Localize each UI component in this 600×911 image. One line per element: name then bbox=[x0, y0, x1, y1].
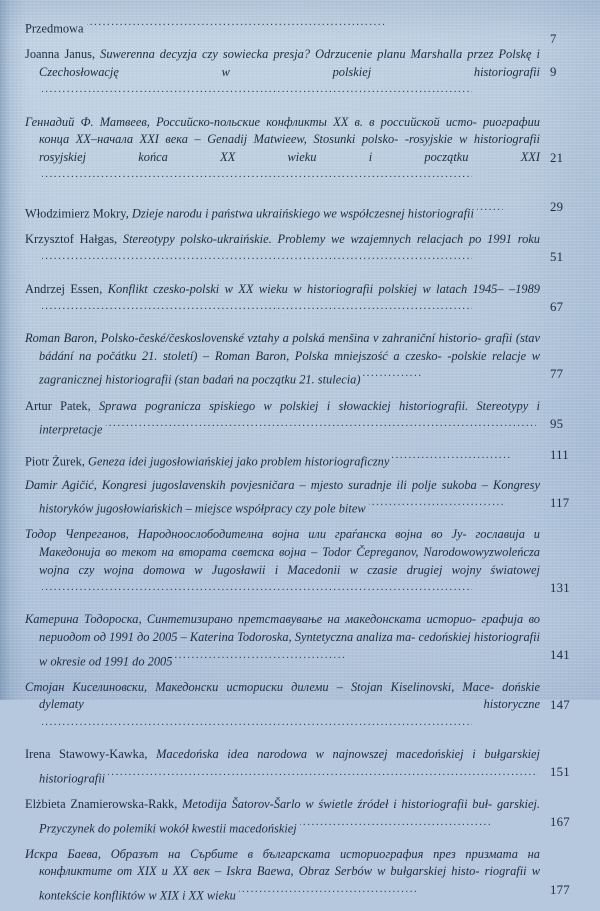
entry-line-1: Геннадий Ф. Матвеев, Российско-польские конфликты XX в. в российской исто- bbox=[25, 114, 477, 129]
entry-title-line2: –1989 bbox=[509, 281, 540, 296]
dot-leader bbox=[42, 166, 472, 184]
entry-line-2: гославија и Македонија во текот на втората светска војна – Todor Čepreganov, bbox=[39, 527, 540, 559]
dot-leader bbox=[42, 298, 472, 316]
entry-author: Piotr Żurek, bbox=[25, 455, 85, 470]
entry-title-line2: Polskę i Czechosłowację w polskiej historiografii bbox=[39, 47, 540, 79]
page-number: 177 bbox=[550, 882, 570, 897]
entry-line-2: dońskie dylematy historyczne bbox=[39, 679, 540, 712]
dot-leader bbox=[42, 248, 472, 266]
toc-entry-baewa[interactable] bbox=[0, 846, 600, 905]
page-number: 9 bbox=[550, 65, 557, 80]
page-number: 95 bbox=[550, 416, 564, 431]
entry-title-line1: Konflikt czesko-polski w XX wieku w historiografii polskiej w latach 1945– bbox=[107, 281, 504, 296]
toc-entry-janus[interactable] bbox=[0, 46, 600, 105]
entry-line-1: Стојан Киселиновски, Македонски историски дилеми – Stojan Kiselinovski, Mace- bbox=[25, 679, 495, 694]
dot-leader bbox=[42, 714, 472, 732]
entry-line-2: grafii (stav bádání na počátku 21. století) – Roman Baron, Polska mniejszość a czesko- bbox=[39, 331, 540, 363]
entry-line-1: Damir Agičić, Kongresi jugoslavenskih povjesničara – mjesto suradnje ili polje sukoba – bbox=[25, 477, 488, 492]
entry-line-4: drugiej wojny światowej bbox=[406, 562, 540, 577]
page-number: 147 bbox=[550, 697, 570, 712]
entry-line-3: cedońskiej historiografii w okresie od 1991 do 2005 bbox=[39, 629, 540, 669]
page-number: 151 bbox=[550, 765, 570, 780]
entry-author: Joanna Janus, bbox=[25, 47, 96, 62]
entry-author: Krzysztof Hałgas, bbox=[25, 231, 118, 246]
entry-line-1: Катерина Тодороска, Синтетизирано претставување на македонската историо- bbox=[25, 612, 477, 627]
entry-line-1: Тодор Чепреганов, Народноослободителна војна или граѓанска војна во Ју- bbox=[25, 527, 467, 542]
page-number: 117 bbox=[550, 495, 570, 510]
page-number: 141 bbox=[550, 648, 570, 663]
entry-line-3: -polskie relacje w zagranicznej historiografii (stan badań na początku 21. stulecia) bbox=[39, 348, 540, 388]
toc-entry-baron[interactable] bbox=[0, 330, 600, 389]
toc-entry-essen[interactable] bbox=[0, 281, 600, 323]
entry-title-line2: historiografii bbox=[39, 771, 106, 786]
toc-entry-cepreganov[interactable] bbox=[0, 526, 600, 603]
page-number: 111 bbox=[550, 448, 569, 463]
entry-title-line2: i interpretacje bbox=[39, 398, 540, 437]
entry-title-line1: Suwerenna decyzja czy sowiecka presja? Odrzucenie planu Marshalla przez bbox=[100, 47, 494, 62]
toc-entry-przedmowa[interactable] bbox=[0, 14, 600, 46]
page-number: 131 bbox=[550, 581, 570, 596]
dot-leader bbox=[42, 579, 472, 597]
entry-line-2: на конфликтите от XIX и XX век – Iskra Baewa, Obraz Serbów w bułgarskiej histo- bbox=[39, 846, 540, 879]
toc-entry-znamierowska-rakk[interactable] bbox=[0, 796, 600, 838]
dot-leader bbox=[369, 494, 504, 512]
page-number: 77 bbox=[550, 367, 564, 382]
entry-author: Włodzimierz Mokry, bbox=[25, 206, 129, 221]
entry-line-1: Roman Baron, Polsko-české/československé vztahy a polská menšina v zahraniční historio- bbox=[25, 331, 482, 346]
entry-author: Artur Patek, bbox=[25, 398, 91, 413]
page-number: 67 bbox=[550, 299, 564, 314]
entry-title-line1: Metodija Šatorov-Šarlo w świetle źródeł i historiografii buł- bbox=[182, 796, 493, 811]
page-number: 7 bbox=[550, 32, 557, 46]
toc-entry-mokry[interactable] bbox=[0, 199, 600, 223]
page-number: 51 bbox=[550, 249, 564, 264]
dot-leader bbox=[106, 415, 536, 433]
entry-line-2: риографии конца XX–начала XXI века – Genadij Matwieew, Stosunki polsko- bbox=[39, 114, 540, 147]
entry-line-3: riografii w kontekście konfliktów w XIX i XX wieku bbox=[39, 864, 540, 903]
toc-entry-patek[interactable] bbox=[0, 398, 600, 440]
dot-leader bbox=[239, 881, 419, 899]
entry-line-2: графија во периодот од 1991 до 2005 – Katerina Todoroska, Syntetyczna analiza ma- bbox=[39, 612, 540, 644]
entry-author: Andrzej Essen, bbox=[25, 281, 103, 296]
entry-title: Geneza idei jugosłowiańskiej jako problem historiograficzny bbox=[88, 455, 390, 470]
toc-entry-kiselinovski[interactable] bbox=[0, 679, 600, 738]
dot-leader bbox=[42, 81, 472, 99]
entry-title-line2: garskiej. Przyczynek do polemiki wokół kwestii macedońskiej bbox=[39, 796, 540, 836]
toc-entry-zurek[interactable] bbox=[0, 447, 600, 471]
toc-entry-agicic[interactable] bbox=[0, 477, 600, 519]
entry-title-line2: roku bbox=[517, 231, 540, 246]
dot-leader bbox=[175, 647, 345, 665]
entry-title-line1: Stereotypy polsko-ukraińskie. Problemy we wzajemnych relacjach po 1991 bbox=[122, 231, 512, 246]
entry-line-2: Kongresy historyków jugosłowiańskich – miejsce współpracy czy pole bitew bbox=[39, 477, 540, 516]
dot-leader bbox=[108, 764, 538, 782]
page-number: 29 bbox=[550, 199, 564, 214]
entry-title: Dzieje narodu i państwa ukraińskiego we współczesnej historiografii bbox=[131, 206, 474, 221]
toc-entry-halgas[interactable] bbox=[0, 231, 600, 273]
page-number: 167 bbox=[550, 814, 570, 829]
entry-title-line1: Sprawa pogranicza spiskiego w polskiej i słowackiej historiografii. Stereotypy bbox=[98, 398, 529, 413]
toc-entry-matwiejew[interactable] bbox=[0, 114, 600, 191]
dot-leader bbox=[300, 814, 490, 832]
dot-leader bbox=[477, 199, 503, 217]
toc-entry-todoroska[interactable] bbox=[0, 611, 600, 670]
entry-title-line1: Macedońska idea narodowa w najnowszej macedońskiej i bułgarskiej bbox=[156, 747, 540, 762]
entry-author: Irena Stawowy-Kawka, bbox=[25, 747, 148, 762]
dot-leader bbox=[87, 14, 387, 32]
entry-author: Elżbieta Znamierowska-Rakk, bbox=[25, 796, 178, 811]
dot-leader bbox=[363, 365, 423, 383]
entry-title: Przedmowa bbox=[25, 21, 84, 36]
entry-line-1: Искра Баева, Образът на Сърбите в българската историография през призмата bbox=[25, 846, 518, 861]
entry-line-3: -rosyjskie w historiografii rosyjskiej końca XX wieku i początku XXI bbox=[39, 132, 540, 164]
dot-leader bbox=[392, 447, 512, 465]
page-number: 21 bbox=[550, 150, 564, 165]
entry-line-3: Narodowowyzwoleńcza wojna czy wojna domowa w Jugosławii i Macedonii w czasie bbox=[39, 545, 540, 577]
toc-entry-stawowy-kawka[interactable] bbox=[0, 746, 600, 788]
